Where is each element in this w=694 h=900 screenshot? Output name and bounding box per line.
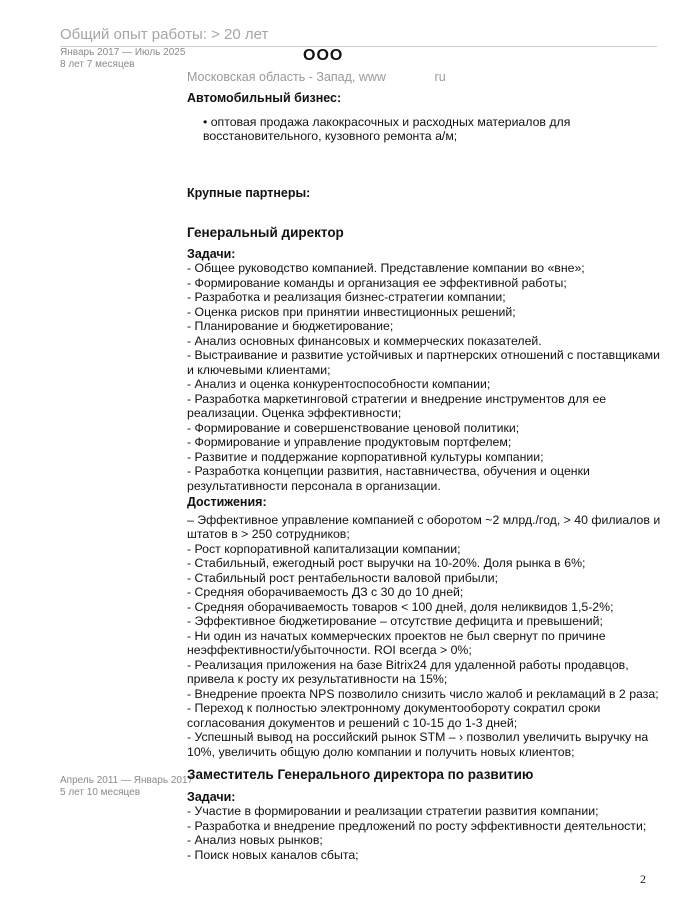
achievements-list — [187, 513, 667, 760]
total-experience-heading: Общий опыт работы: > 20 лет — [60, 26, 657, 47]
partners-section — [187, 186, 667, 201]
list-item: - Общее руководство компанией. Представление компании во «вне»; — [187, 261, 585, 275]
list-item: - Анализ новых рынков; — [187, 833, 323, 847]
tasks-list — [187, 261, 667, 493]
list-item: - Оценка рисков при принятии инвестиционных решений; — [187, 304, 516, 319]
job-2-dates — [60, 775, 193, 799]
job-2-details — [187, 768, 667, 862]
business-item: • оптовая продажа лакокрасочных и расходных материалов для восстановительного, кузовного ремонта а/м; — [203, 114, 571, 143]
list-item: - Разработка концепции развития, наставничества, обучения и оценки результативности персонала в организации. — [187, 464, 590, 493]
list-item: - Переход к полностью электронному документообороту сократил сроки согласования документов и решений с 10-15 до 1-3 дней; — [187, 701, 601, 730]
list-item: - Внедрение проекта NPS позволило снизить число жалоб и рекламаций в 2 раза; — [187, 686, 659, 701]
list-item: - Разработка и внедрение предложений по росту эффективности деятельности; — [187, 818, 647, 833]
job-1-dates — [60, 47, 185, 71]
list-item: - Стабильный рост рентабельности валовой прибыли; — [187, 570, 499, 585]
list-item: - Формирование и управление продуктовым портфелем; — [187, 435, 512, 449]
page-number: 2 — [640, 872, 646, 886]
list-item: - Разработка и реализация бизнес-стратегии компании; — [187, 290, 506, 304]
list-item: - Анализ основных финансовых и коммерческих показателей. — [187, 333, 542, 348]
job-duration: 5 лет 10 месяцев — [60, 787, 141, 798]
job-period: Апрель 2011 — Январь 2017 — [60, 775, 194, 786]
achievements-title: Достижения: — [187, 495, 267, 509]
list-item: - Формирование и совершенствование ценовой политики; — [187, 420, 520, 435]
job-duration: 8 лет 7 месяцев — [60, 59, 135, 70]
list-item: - Рост корпоративной капитализации компании; — [187, 541, 461, 556]
tasks-title: Задачи: — [187, 246, 236, 261]
list-item: - Ни один из начатых коммерческих проектов не был свернут по причине неэффективности/убыточности. ROI всегда > 0%; — [187, 628, 606, 657]
list-item: – Эффективное управление компанией с оборотом ~2 млрд./год, > 40 филиалов и штатов в > 250 сотрудников; — [187, 512, 661, 541]
list-item: - Стабильный, ежегодный рост выручки на 10-20%. Доля рынка в 6%; — [187, 556, 586, 570]
list-item: - Участие в формировании и реализации стратегии развития компании; — [187, 804, 599, 818]
tasks-list — [187, 804, 667, 862]
list-item: - Анализ и оценка конкурентоспособности компании; — [187, 377, 491, 391]
list-item: - Реализация приложения на базе Bitrix24 для удаленной работы продавцов, привела к росту их результативности на 15%; — [187, 657, 629, 686]
business-title: Автомобильный бизнес: — [187, 91, 342, 105]
job-period: Январь 2017 — Июль 2025 — [60, 47, 186, 58]
list-item: - Успешный вывод на российский рынок STM – › позволил увеличить выручку на 10%, увеличить общую долю компании и получить новых клиентов; — [187, 730, 649, 759]
position-title: Генеральный директор — [187, 225, 344, 240]
list-item: - Планирование и бюджетирование; — [187, 319, 394, 333]
list-item: - Выстраивание и развитие устойчивых и партнерских отношений с поставщиками и ключевыми клиентами; — [187, 348, 660, 377]
list-item: - Формирование команды и организация ее эффективной работы; — [187, 275, 567, 290]
list-item: - Поиск новых каналов сбыта; — [187, 847, 359, 862]
job-1-details — [187, 226, 667, 759]
tasks-title: Задачи: — [187, 789, 236, 804]
company-location: Московская область - Запад, www ru — [187, 70, 446, 84]
list-item: - Средняя оборачиваемость ДЗ с 30 до 10 дней; — [187, 585, 464, 599]
company-name: ООО — [303, 47, 344, 64]
list-item: - Средняя оборачиваемость товаров < 100 дней, доля неликвидов 1,5-2%; — [187, 599, 614, 614]
list-item: - Развитие и поддержание корпоративной культуры компании; — [187, 449, 544, 464]
list-item: - Разработка маркетинговой стратегии и внедрение инструментов для ее реализации. Оценка эффективности; — [187, 391, 607, 420]
partners-title: Крупные партнеры: — [187, 186, 311, 200]
job-1-business — [187, 91, 667, 144]
position-title: Заместитель Генерального директора по развитию — [187, 767, 534, 782]
list-item: - Эффективное бюджетирование – отсутствие дефицита и превышений; — [187, 614, 603, 628]
